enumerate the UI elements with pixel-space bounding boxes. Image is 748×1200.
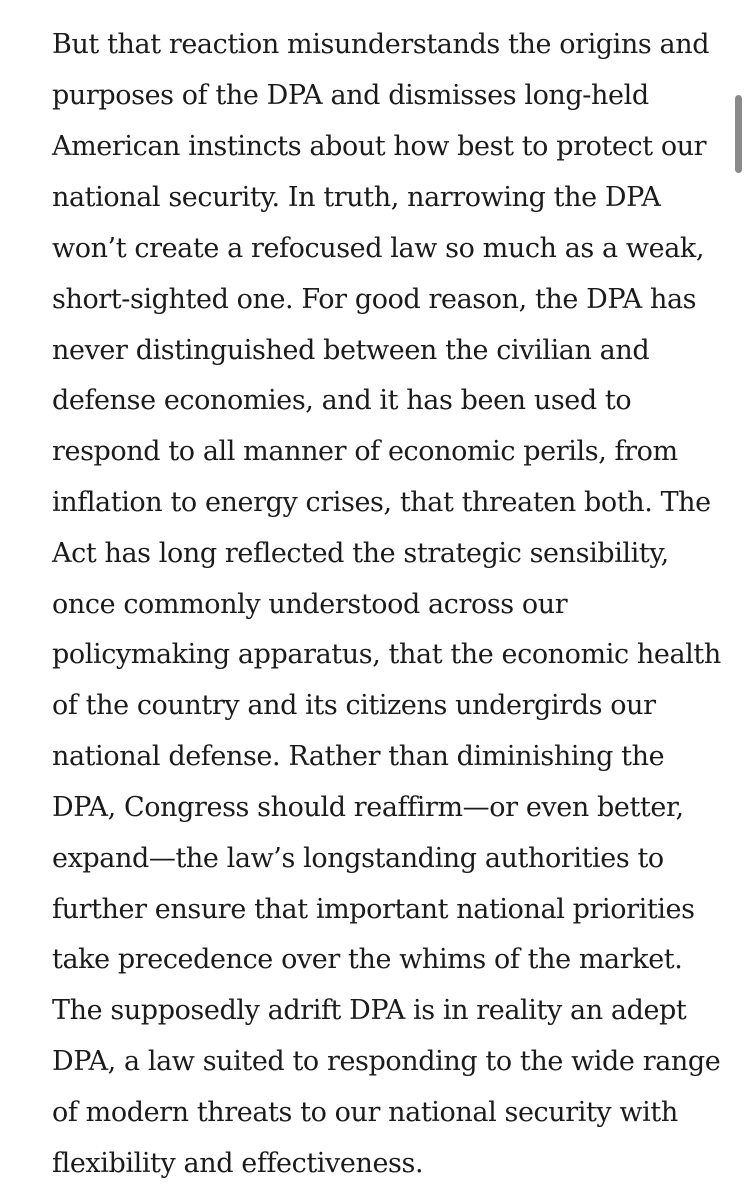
text-line: DPA, Congress should reaffirm—or even better,: [52, 792, 684, 823]
text-line: national defense. Rather than diminishing the: [52, 741, 665, 772]
text-line: But that reaction misunderstands the origins and: [52, 29, 710, 60]
text-line: short-sighted one. For good reason, the DPA has: [52, 284, 697, 315]
text-line: The supposedly adrift DPA is in reality an adept: [52, 995, 687, 1026]
text-line: once commonly understood across our: [52, 589, 568, 620]
text-line: flexibility and effectiveness.: [52, 1148, 424, 1179]
scrollbar-thumb[interactable]: [735, 95, 742, 173]
text-line: respond to all manner of economic perils, from: [52, 436, 678, 467]
text-line: policymaking apparatus, that the economic health: [52, 639, 721, 670]
text-line: expand—the law’s longstanding authorities to: [52, 843, 664, 874]
text-line: national security. In truth, narrowing the DPA: [52, 182, 661, 213]
text-line: never distinguished between the civilian and: [52, 335, 650, 366]
text-line: further ensure that important national priorities: [52, 894, 695, 925]
text-line: inflation to energy crises, that threaten both. The: [52, 487, 711, 518]
text-line: American instincts about how best to protect our: [52, 131, 707, 162]
text-line: DPA, a law suited to responding to the wide range: [52, 1046, 721, 1077]
text-line: of modern threats to our national security with: [52, 1097, 678, 1128]
text-line: won’t create a refocused law so much as a weak,: [52, 233, 705, 264]
text-line: take precedence over the whims of the market.: [52, 944, 683, 975]
text-line: Act has long reflected the strategic sensibility,: [52, 538, 669, 569]
text-line: defense economies, and it has been used to: [52, 385, 632, 416]
text-line: purposes of the DPA and dismisses long-held: [52, 80, 649, 111]
text-line: of the country and its citizens undergirds our: [52, 690, 656, 721]
